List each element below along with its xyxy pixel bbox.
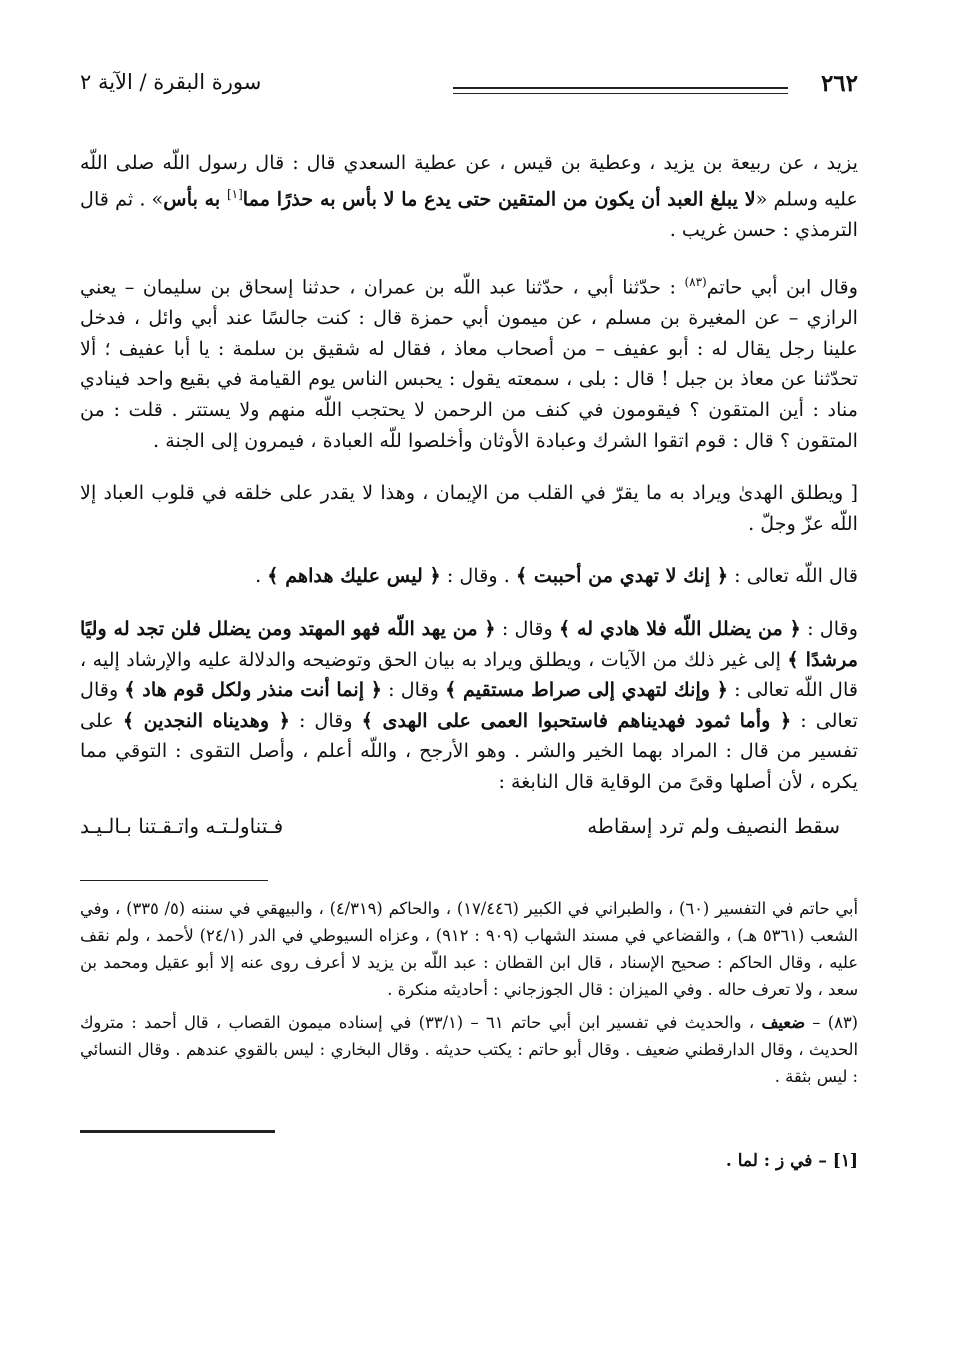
quran-verse: ﴿ من يهد اللّه فهو المهتد ومن يضلل فلن تجد له وليًا مرشدًا ﴾ bbox=[80, 616, 858, 671]
quran-verse: ﴿ وأما ثمود فهديناهم فاستحبوا العمى على الهدى ﴾ bbox=[361, 708, 792, 732]
text-run: إلى غير ذلك من الآيات ، ويطلق ويراد به بيان الحق وتوضيحه والدلالة عليه والإرشاد إليه ، قال اللّه تعالى : bbox=[80, 647, 859, 702]
footnote-83 bbox=[80, 1009, 858, 1090]
main-text bbox=[80, 148, 858, 842]
text-run: وقال تعالى : bbox=[80, 678, 858, 732]
header-rule bbox=[453, 87, 788, 89]
poem-hemistich-1: سقط النصيف ولم ترد إسقاطه bbox=[587, 814, 840, 839]
book-page bbox=[80, 70, 858, 1171]
text-run: . وقال : bbox=[440, 564, 516, 588]
text-run: وقال : bbox=[382, 678, 446, 702]
poem-hemistich-2: فـتناولـتـه واتـقـتنا بـالـيـد bbox=[80, 814, 284, 839]
text-run: ، والحديث في تفسير ابن أبي حاتم ٦١ – (٣٣/١) في إسناده ميمون القصاب ، قال أحمد : متروك الحديث ، وقال الدارقطني ضعيف . وقال أبو حاتم : يكتب حديثه . وقال البخاري : ليس بالقوي عندهم . وقال النسائي : ليس بثقة . bbox=[80, 1013, 858, 1087]
hadith-text-end: به بأس bbox=[163, 186, 227, 210]
text-run: وقال : bbox=[495, 616, 559, 640]
editor-note: [١] – في ز : لما . bbox=[725, 1151, 858, 1172]
text-run: وقال ابن أبي حاتم bbox=[706, 275, 858, 299]
quran-verse: ﴿ إنما أنت منذر ولكل قوم هاد ﴾ bbox=[124, 678, 382, 702]
text-run: » . ثم قال الترمذي : حسن غريب . bbox=[80, 186, 858, 241]
text-run: على تفسير من قال : المراد بهما الخير والشر . وهو الأرجح ، واللّه أعلم ، وأصل التقوى : التوقي مما يكره ، لأن أصلها وقىً من الوقاية قال النابغة : bbox=[80, 708, 858, 793]
text-run: يزيد ، عن ربيعة بن يزيد ، وعطية بن قيس ، عن عطية السعدي قال : قال رسول اللّه صلى اللّه عليه وسلم « bbox=[80, 151, 858, 210]
footnotes bbox=[80, 895, 858, 1090]
editor-ref: [١] bbox=[226, 186, 243, 201]
text-run: وقال : bbox=[800, 616, 858, 640]
page-number: ٢٦٢ bbox=[820, 70, 858, 97]
quran-verse: ﴿ من يضلل اللّه فلا هادي له ﴾ bbox=[558, 616, 801, 640]
paragraph-more-verses bbox=[80, 614, 858, 798]
editor-note-rule bbox=[80, 1130, 275, 1133]
header-rule-thin bbox=[453, 93, 788, 94]
quran-verse: ﴿ إنك لا تهدي من أحببت ﴾ bbox=[515, 564, 729, 588]
poem-verse bbox=[80, 811, 858, 842]
text-run: قال اللّه تعالى : bbox=[728, 564, 858, 588]
quran-verse: ﴿ ليس عليك هداهم ﴾ bbox=[267, 564, 441, 588]
text-run: . bbox=[255, 564, 268, 588]
text-run: : حدّثنا أبي ، حدّثنا عبد اللّه بن عمران ، حدثنا إسحاق بن سليمان – يعني الرازي – عن المغيرة بن مسلم ، عن ميمون أبي حمزة قال : كنت جالسًا عند أبي وائل ، فدخل علينا رجل يقال له : أبو عفيف – من أصحاب معاذ ، فقال له شقيق بن سلمة : يا أبا عفيف ؛ ألا تحدّثنا عن معاذ بن جبل ! قال : بلى ، سمعته يقول : يحبس الناس يوم القيامة في بقيع واحد فينادي مناد : أين المتقون ؟ فيقومون في كنف من الرحمن لا يحتجب اللّه منهم ولا يستتر . قلت : من المتقون ؟ قال : قوم اتقوا الشرك وعبادة الأوثان وأخلصوا للّه العبادة ، فيمرون إلى الجنة . bbox=[80, 275, 858, 452]
quran-verse: ﴿ وهديناه النجدين ﴾ bbox=[122, 708, 290, 732]
footnote-continued: أبي حاتم في التفسير (٦٠) ، والطبراني في الكبير (١٧/٤٤٦) ، والحاكم (٤/٣١٩) ، والبيهقي في سننه (٥/ ٣٣٥) ، وفي الشعب (٥٣٦١ هـ) ، والقضاعي في مسند الشهاب (٩٠٩ : ٩١٢) ، وعزاه السيوطي في الدر (٢٤/١) لأحمد ، ولم نقف عليه ، وقال الحاكم : صحيح الإسناد ، قال ابن القطان : عبد اللّه بن يزيد لا أعرف روى عنه إلا أبو عقيل ومحمد بن سعد ، ولا تعرف حاله . وفي الميزان : قال الجوزجاني : أحاديثه منكرة . bbox=[80, 899, 858, 1000]
paragraph-ibn-abi-hatim bbox=[80, 267, 858, 456]
paragraph-tirmidhi bbox=[80, 148, 858, 245]
paragraph-guidance: [ ويطلق الهدىٰ ويراد به ما يقرّ في القلب من الإيمان ، وهذا لا يقدر على خلقه في قلوب العباد إلا اللّه عزّ وجلّ . bbox=[80, 481, 858, 535]
text-run: وقال : bbox=[289, 708, 362, 732]
page-header bbox=[80, 70, 858, 114]
footnote-rule bbox=[80, 880, 268, 881]
grading-label: ضعيف bbox=[761, 1013, 805, 1033]
quran-verse: ﴿ وإنك لتهدي إلى صراط مستقيم ﴾ bbox=[445, 678, 729, 702]
footnote-ref: (٨٣) bbox=[684, 275, 707, 290]
hadith-text: لا يبلغ العبد أن يكون من المتقين حتى يدع ما لا بأس به حذرًا مما bbox=[242, 186, 756, 210]
footnote-number: (٨٣) – bbox=[804, 1013, 859, 1033]
surah-title: سورة البقرة / الآية ٢ bbox=[80, 70, 262, 94]
paragraph-verses bbox=[80, 561, 858, 592]
